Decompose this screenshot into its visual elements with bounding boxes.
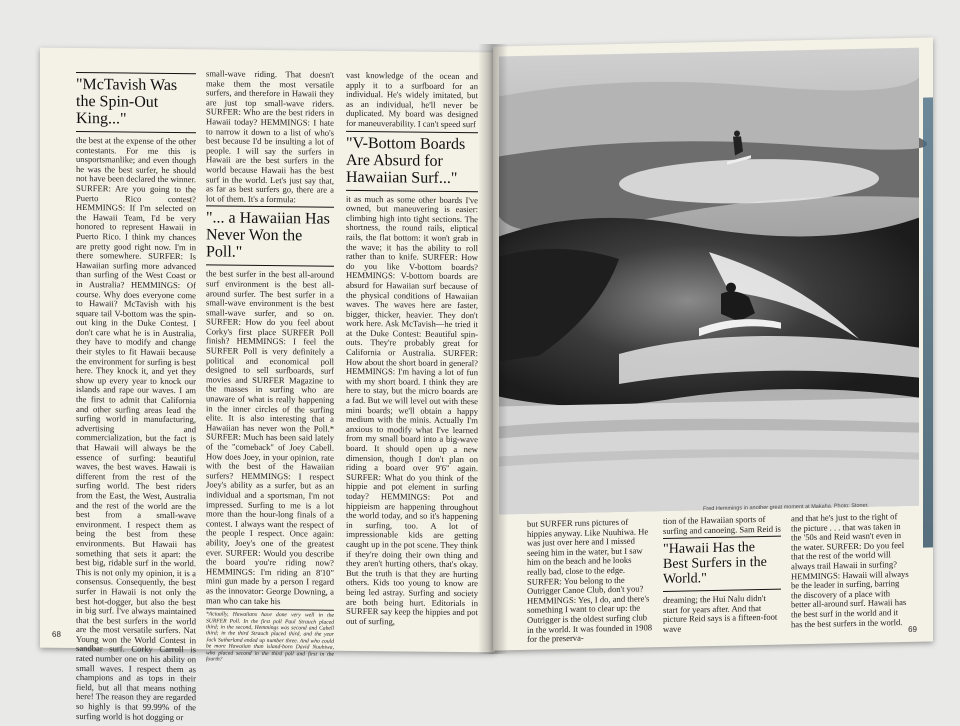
column-text: but SURFER runs pictures of hippies anyway. Like Nuuhiwa. He was just over here and I missed seeing him in the water, but I saw him on the beach and he looks really bad, close to the edge. SURFER: You belong to the Outrigger Canoe Club, don't you? HEMMINGS: Yes, I do, and there's something I want to clear up: the Outrigger is the oldest surfing club in the world. It was founded in 1908 for the preserva- bbox=[527, 516, 653, 645]
page-edge bbox=[923, 97, 933, 547]
column-text: the best surfer in the best all-around surf environment is the best all-around surfer. The best surfer in a small-wave environment is the best small-wave surfer, and so on. SURFER: How do you feel about Corky's first place SURFER Poll finish? HEMMINGS: I feel the SURFER Poll is very definitely a political and economical poll designed to sell surfboards, surf movies and SURFER Magazine to the masses in surfing who are unaware of what is really happening in the inner circles of the surfing elite. It is also interesting that a Hawaiian has never won the Poll.* SURFER: Much has been said lately of the "comeback" of Joey Cabell. How does Joey, in your opinion, rate with the best of the Hawaiian surfers? HEMMINGS: I respect Joey's ability as a surfer, but as an individual and a sportsman, I'm not impressed. Surfing to me is a lot more than the hour-long finals of a contest. I always want the respect of the people I respect. Once again: ability, Joey's one of the greatest ever. SURFER: Would you describe the board you're riding now? HEMMINGS: I'm riding an 8'10" mini gun made by a person I regard as the innovator: George Downing, a man who can take his bbox=[206, 268, 334, 606]
pull-quote-mctavish: "McTavish Was the Spin-Out King..." bbox=[76, 72, 196, 133]
column-text: and that he's just to the right of the picture . . . that was taken in the '50s and Reid wasn't even in the water. SURFER: Do you feel that the rest of the world will always trail Hawaii in surfing? HEMMINGS: Hawaii will always be the leader in surfing, barring the discovery of a place with better all-around surf. Hawaii has the best surf in the world and it has the best surfers in the world. bbox=[791, 511, 909, 629]
column-text: small-wave riding. That doesn't make them the most versatile surfers, and therefore in Hawaii they are just top small-wave riders. SURFER: Who are the best riders in Hawaii today? HEMMINGS: I hate to narrow it down to a list of who's best because I'd be insulting a lot of people. I will say the surfers in Hawaii are the best surfers in the world because Hawaii has the best surf in the world. Let's just say that, as far as best surfers go, there are a lot of them. It's a formula: bbox=[206, 68, 334, 205]
pull-quote-poll: "... a Hawaiian Has Never Won the Poll." bbox=[206, 206, 334, 267]
page-number: 68 bbox=[52, 629, 61, 639]
pull-quote-best-surfers: "Hawaii Has the Best Surfers in the World." bbox=[663, 536, 781, 592]
left-page bbox=[40, 48, 495, 722]
right-column-3 bbox=[791, 512, 909, 638]
column-text: the best at the expense of the other contestants. For me this is unsportsmanlike; and even though he was the best surfer, he should not have been declared the winner. SURFER: Are you going to the Puerto Rico contest? HEMMINGS: If I'm selected on the Hawaii Team, I'd be very honored to represent Hawaii in Puerto Rico. I think my chances are pretty good right now. I'm in there somewhere. SURFER: Is Hawaiian surfing more advanced than surfing of the West Coast or in Australia? HEMMINGS: Of course. Why does everyone come to Hawaii? McTavish with his square tail V-bottom was the spin-out king in the Duke Contest. I don't care what he is in Australia, they have to modify and change their styles to fit Hawaii because the environment for surfing is best here. They knock it, and yet they show up every year to knock our islands and rape our waves. I am the first to admit that California and other surfing areas lead the surfing world in manufacturing, advertising and commercialization, but the fact is that Hawaii will always be the essence of surfing: beautiful waves, the best waves. Hawaii is different from the rest of the surfing world. The best riders from the East, the West, Australia and the rest of the world are the best from a small-wave environment. I respect them as being the best from these environments. But Hawaii has something that sets it apart: the best big, ridable surf in the world. This is not only my opinion, it is a consensus. Consequently, the best surfer in Hawaii is not only the best hot-dogger, but also the best in big surf. I've always maintained that the best surfers in the world are the most versatile surfers. Nat Young won the World Contest in sandbar surf. Corky Carroll is rated number one on his ability on small waves. I respect them as champions and as tops in their field, but all that means nothing here! The reason they are regarded so highly is that 99.99% of the surfing world is hot dogging or bbox=[76, 134, 196, 722]
right-column-1 bbox=[527, 517, 653, 644]
spine-shadow bbox=[478, 44, 508, 654]
column-text: tion of the Hawaiian sports of surfing and canoeing. Sam Reid is bbox=[663, 513, 781, 536]
photo-caption: Fred Hemmings in another great moment at Makaha. Photo: Stoner. bbox=[703, 502, 869, 513]
left-column-2 bbox=[206, 68, 334, 663]
footnote: *Actually, Hawaiians have done very well in the SURFER Poll. In the first poll Paul Strauch placed third; in the second, Hemmings was second and Cabell third; in the third Strauch placed third, and the year Jock Sutherland ended up number three. And who could be more Hawaiian than island-born David Nuuhiwa, who placed second in the third poll and first in the fourth? bbox=[206, 608, 334, 664]
pull-quote-v-bottom: "V-Bottom Boards Are Absurd for Hawaiian Surf..." bbox=[346, 130, 478, 191]
column-text: it as much as some other boards I've owned, but maneuvering is easier: climbing high into tight sections. The shortness, the round rails, eliptical rails, the flat bottom: it won't grab in the wave; it has the ability to roll rather than to knife. SURFER: How do you like V-bottom boards? HEMMINGS: V-bottom boards are absurd for Hawaiian surf because of the physical conditions of Hawaiian waves. The waves here are faster, bigger, thicker, heavier. They don't work here. Ask McTavish—he tried it at the Duke Contest: Beautiful spin-outs. They're probably great for California or Australia. SURFER: How about the short board in general? HEMMINGS: I'm having a lot of fun with my short board. I think they are here to stay, but the micro boards are a fad. But we will level out with these mini boards; we'll obtain a happy medium with the minis. Actually I'm anxious to modify what I've learned from my small board into a big-wave board. It should open up a new dimension, though I don't plan on riding a board over 9'6" again. SURFER: What do you think of the hippie and pot element in surfing today? HEMMINGS: Pot and hippieism are happening throughout the world today, and so it's happening in surfing, too. A lot of impressionable kids are getting caught up in the pot scene. They think if they're doing their own thing and they aren't hurting others, that's okay. But the truth is that they are hurting others. Kids too young to know are being led astray. Surfing and society are both being hurt. Editorials in SURFER say keep the hippies and pot out of surfing, bbox=[346, 193, 478, 627]
right-page bbox=[493, 37, 933, 650]
right-column-2 bbox=[663, 515, 781, 641]
left-column-1 bbox=[76, 70, 196, 722]
column-text: vast knowledge of the ocean and apply it to a surfboard for an individual. He's widely imitated, but as an individual, he'll never be duplicated. My board was designed for maneuverability. I can't speed surf bbox=[346, 69, 478, 130]
surfing-photo bbox=[499, 48, 919, 515]
left-column-3 bbox=[346, 71, 478, 644]
page-number: 69 bbox=[908, 624, 917, 634]
column-text: dreaming; the Hui Nalu didn't start for years after. And that picture Reid says is a fifteen-foot wave bbox=[663, 593, 778, 635]
